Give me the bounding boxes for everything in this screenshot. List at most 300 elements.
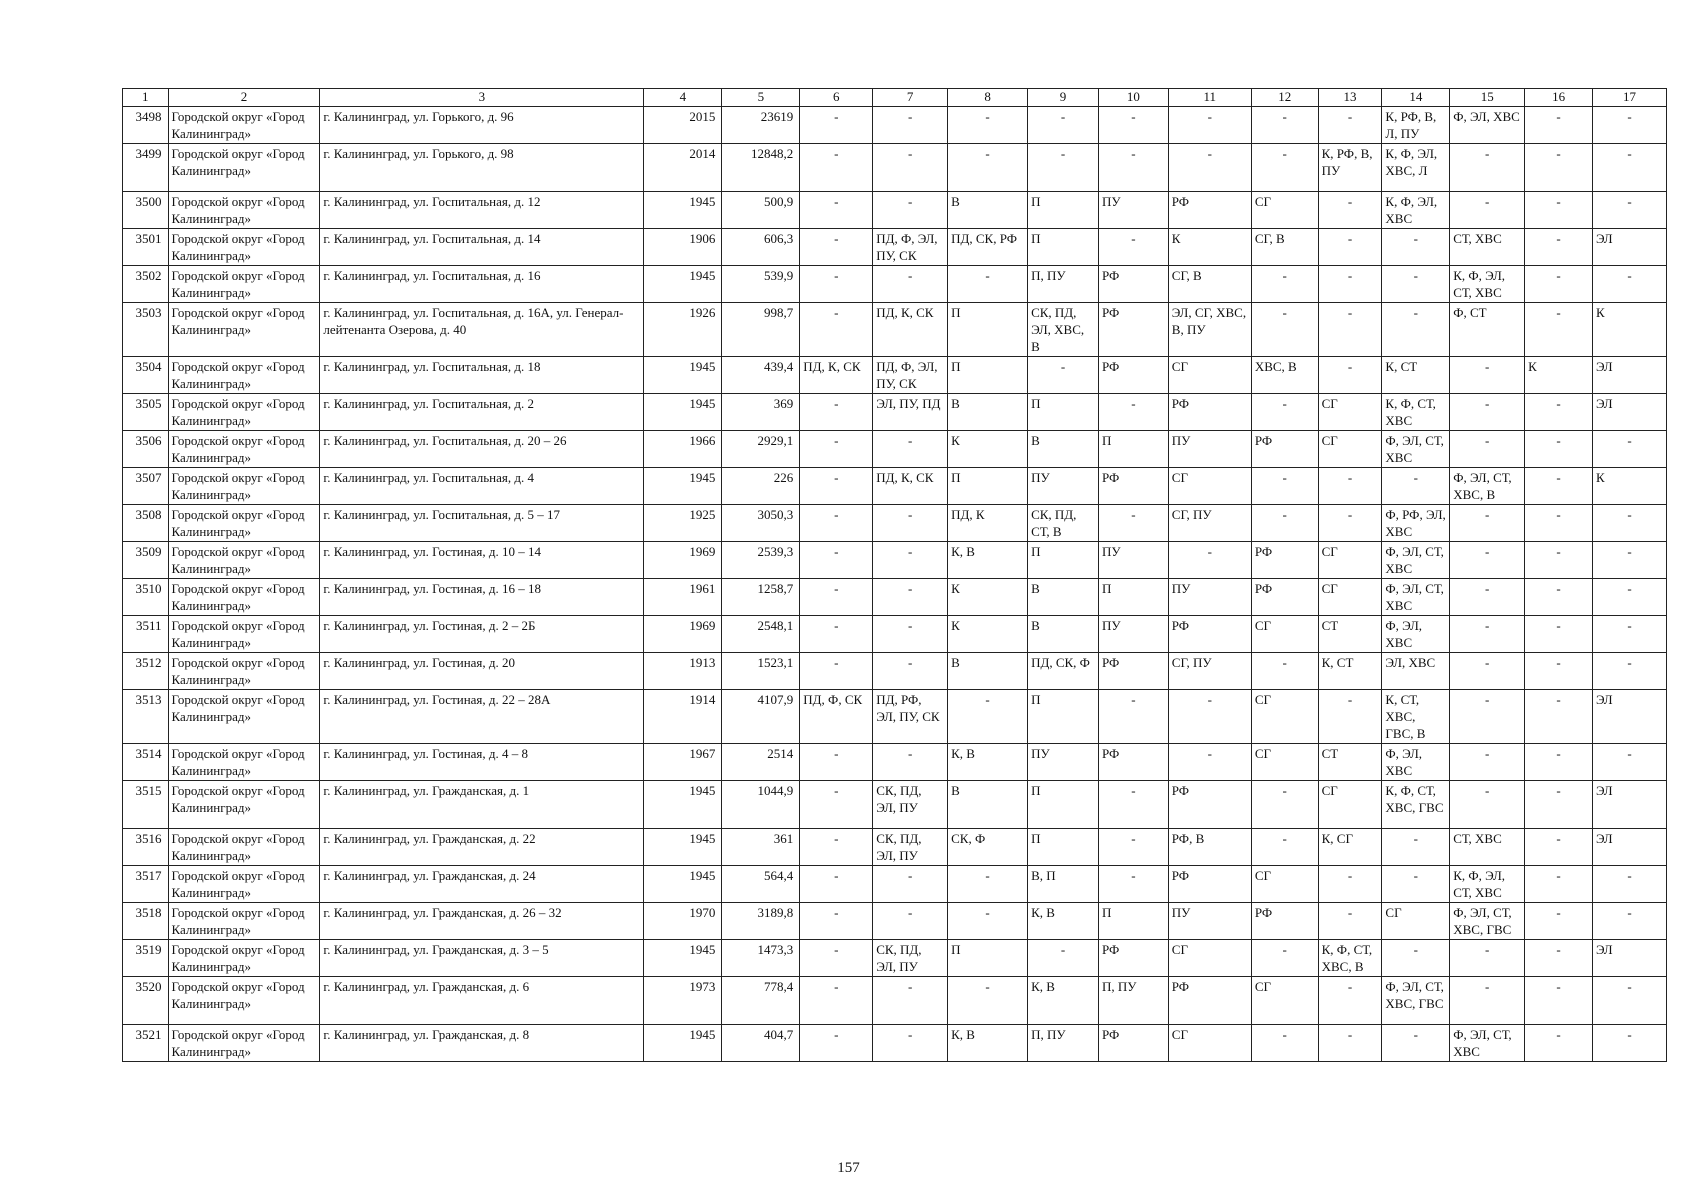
table-cell-col-16: - bbox=[1525, 468, 1593, 505]
table-cell-col-4: 1945 bbox=[644, 940, 722, 977]
column-header-7: 7 bbox=[873, 89, 948, 107]
table-cell-col-8: В bbox=[948, 394, 1028, 431]
table-cell-col-1: 3514 bbox=[123, 744, 169, 781]
table-cell-col-4: 1966 bbox=[644, 431, 722, 468]
column-header-9: 9 bbox=[1028, 89, 1099, 107]
column-header-15: 15 bbox=[1450, 89, 1525, 107]
table-cell-col-7: - bbox=[873, 431, 948, 468]
table-cell-col-2: Городской округ «Город Калининград» bbox=[168, 431, 320, 468]
table-cell-col-9: В bbox=[1028, 431, 1099, 468]
table-cell-col-6: - bbox=[800, 940, 873, 977]
table-cell-col-17: - bbox=[1592, 616, 1666, 653]
table-cell-col-5: 500,9 bbox=[722, 192, 800, 229]
table-cell-col-2: Городской округ «Город Калининград» bbox=[168, 579, 320, 616]
table-cell-col-2: Городской округ «Город Калининград» bbox=[168, 940, 320, 977]
column-header-13: 13 bbox=[1318, 89, 1382, 107]
table-cell-col-9: К, В bbox=[1028, 977, 1099, 1025]
column-header-5: 5 bbox=[722, 89, 800, 107]
table-row bbox=[123, 866, 1667, 903]
table-cell-col-17: - bbox=[1592, 192, 1666, 229]
table-cell-col-11: РФ bbox=[1168, 866, 1251, 903]
table-cell-col-8: К bbox=[948, 431, 1028, 468]
table-cell-col-3: г. Калининград, ул. Госпитальная, д. 12 bbox=[320, 192, 644, 229]
table-cell-col-4: 1913 bbox=[644, 653, 722, 690]
table-cell-col-1: 3509 bbox=[123, 542, 169, 579]
table-cell-col-5: 369 bbox=[722, 394, 800, 431]
table-cell-col-7: - bbox=[873, 542, 948, 579]
table-cell-col-10: ПУ bbox=[1098, 616, 1168, 653]
table-cell-col-4: 1961 bbox=[644, 579, 722, 616]
table-cell-col-7: - bbox=[873, 744, 948, 781]
table-row bbox=[123, 653, 1667, 690]
table-cell-col-2: Городской округ «Город Калининград» bbox=[168, 357, 320, 394]
table-cell-col-13: - bbox=[1318, 690, 1382, 744]
table-cell-col-9: П bbox=[1028, 829, 1099, 866]
table-cell-col-17: - bbox=[1592, 866, 1666, 903]
table-cell-col-13: СГ bbox=[1318, 431, 1382, 468]
table-cell-col-15: - bbox=[1450, 542, 1525, 579]
table-cell-col-8: П bbox=[948, 468, 1028, 505]
table-cell-col-16: К bbox=[1525, 357, 1593, 394]
table-row bbox=[123, 616, 1667, 653]
table-cell-col-3: г. Калининград, ул. Гражданская, д. 26 – 32 bbox=[320, 903, 644, 940]
column-header-1: 1 bbox=[123, 89, 169, 107]
table-cell-col-11: РФ bbox=[1168, 781, 1251, 829]
table-cell-col-6: - bbox=[800, 653, 873, 690]
table-cell-col-9: П bbox=[1028, 229, 1099, 266]
table-cell-col-16: - bbox=[1525, 829, 1593, 866]
table-cell-col-10: РФ bbox=[1098, 940, 1168, 977]
table-cell-col-6: - bbox=[800, 744, 873, 781]
table-cell-col-14: К, СТ bbox=[1382, 357, 1450, 394]
table-cell-col-10: П bbox=[1098, 431, 1168, 468]
table-cell-col-11: - bbox=[1168, 690, 1251, 744]
table-row bbox=[123, 505, 1667, 542]
table-cell-col-10: РФ bbox=[1098, 1025, 1168, 1062]
table-cell-col-11: - bbox=[1168, 744, 1251, 781]
table-cell-col-8: К, В bbox=[948, 1025, 1028, 1062]
table-cell-col-5: 1473,3 bbox=[722, 940, 800, 977]
table-cell-col-11: СГ bbox=[1168, 468, 1251, 505]
table-cell-col-5: 1258,7 bbox=[722, 579, 800, 616]
table-cell-col-10: - bbox=[1098, 781, 1168, 829]
table-cell-col-14: СГ bbox=[1382, 903, 1450, 940]
table-cell-col-12: - bbox=[1251, 468, 1318, 505]
registry-table-container bbox=[122, 88, 1667, 1062]
table-cell-col-14: К, РФ, В, Л, ПУ bbox=[1382, 107, 1450, 144]
table-cell-col-2: Городской округ «Город Калининград» bbox=[168, 144, 320, 192]
table-cell-col-8: П bbox=[948, 357, 1028, 394]
table-cell-col-17: - bbox=[1592, 144, 1666, 192]
table-cell-col-4: 1970 bbox=[644, 903, 722, 940]
table-cell-col-7: - bbox=[873, 866, 948, 903]
table-cell-col-9: П bbox=[1028, 781, 1099, 829]
table-cell-col-13: СТ bbox=[1318, 616, 1382, 653]
table-cell-col-14: К, Ф, ЭЛ, ХВС bbox=[1382, 192, 1450, 229]
table-cell-col-12: СГ bbox=[1251, 977, 1318, 1025]
table-cell-col-13: - bbox=[1318, 303, 1382, 357]
table-row bbox=[123, 579, 1667, 616]
table-cell-col-4: 2015 bbox=[644, 107, 722, 144]
table-cell-col-15: К, Ф, ЭЛ, СТ, ХВС bbox=[1450, 866, 1525, 903]
table-cell-col-2: Городской округ «Город Калининград» bbox=[168, 107, 320, 144]
table-cell-col-6: - bbox=[800, 192, 873, 229]
table-cell-col-2: Городской округ «Город Калининград» bbox=[168, 266, 320, 303]
table-cell-col-12: ХВС, В bbox=[1251, 357, 1318, 394]
table-cell-col-4: 1967 bbox=[644, 744, 722, 781]
table-cell-col-1: 3505 bbox=[123, 394, 169, 431]
table-cell-col-1: 3508 bbox=[123, 505, 169, 542]
table-cell-col-1: 3510 bbox=[123, 579, 169, 616]
table-cell-col-2: Городской округ «Город Калининград» bbox=[168, 690, 320, 744]
table-cell-col-4: 1945 bbox=[644, 394, 722, 431]
table-cell-col-1: 3499 bbox=[123, 144, 169, 192]
column-header-11: 11 bbox=[1168, 89, 1251, 107]
table-cell-col-12: - bbox=[1251, 829, 1318, 866]
table-cell-col-17: К bbox=[1592, 303, 1666, 357]
table-cell-col-16: - bbox=[1525, 542, 1593, 579]
table-cell-col-13: К, СТ bbox=[1318, 653, 1382, 690]
table-body bbox=[123, 107, 1667, 1062]
table-cell-col-7: ПД, Ф, ЭЛ, ПУ, СК bbox=[873, 229, 948, 266]
table-cell-col-10: ПУ bbox=[1098, 542, 1168, 579]
table-cell-col-10: РФ bbox=[1098, 303, 1168, 357]
table-cell-col-12: СГ bbox=[1251, 866, 1318, 903]
table-cell-col-11: К bbox=[1168, 229, 1251, 266]
table-cell-col-7: ПД, Ф, ЭЛ, ПУ, СК bbox=[873, 357, 948, 394]
table-cell-col-13: - bbox=[1318, 192, 1382, 229]
table-cell-col-9: П bbox=[1028, 542, 1099, 579]
table-cell-col-4: 1945 bbox=[644, 866, 722, 903]
table-cell-col-16: - bbox=[1525, 977, 1593, 1025]
table-cell-col-10: - bbox=[1098, 107, 1168, 144]
table-cell-col-2: Городской округ «Город Калининград» bbox=[168, 616, 320, 653]
table-cell-col-2: Городской округ «Город Калининград» bbox=[168, 1025, 320, 1062]
table-cell-col-4: 1945 bbox=[644, 1025, 722, 1062]
table-cell-col-14: - bbox=[1382, 829, 1450, 866]
table-cell-col-6: - bbox=[800, 468, 873, 505]
table-cell-col-15: Ф, СТ bbox=[1450, 303, 1525, 357]
table-cell-col-14: - bbox=[1382, 1025, 1450, 1062]
table-cell-col-2: Городской округ «Город Калининград» bbox=[168, 192, 320, 229]
table-cell-col-16: - bbox=[1525, 903, 1593, 940]
table-cell-col-16: - bbox=[1525, 144, 1593, 192]
table-cell-col-4: 1945 bbox=[644, 357, 722, 394]
table-cell-col-14: К, Ф, СТ, ХВС, ГВС bbox=[1382, 781, 1450, 829]
table-cell-col-13: К, Ф, СТ, ХВС, В bbox=[1318, 940, 1382, 977]
table-cell-col-13: - bbox=[1318, 1025, 1382, 1062]
table-row bbox=[123, 690, 1667, 744]
table-cell-col-3: г. Калининград, ул. Гостиная, д. 22 – 28А bbox=[320, 690, 644, 744]
table-row bbox=[123, 229, 1667, 266]
table-row bbox=[123, 107, 1667, 144]
table-cell-col-4: 1945 bbox=[644, 468, 722, 505]
table-cell-col-6: - bbox=[800, 579, 873, 616]
table-cell-col-5: 2539,3 bbox=[722, 542, 800, 579]
table-cell-col-14: - bbox=[1382, 229, 1450, 266]
table-cell-col-15: - bbox=[1450, 977, 1525, 1025]
table-cell-col-7: ПД, К, СК bbox=[873, 303, 948, 357]
table-cell-col-8: К, В bbox=[948, 542, 1028, 579]
table-cell-col-10: - bbox=[1098, 829, 1168, 866]
table-cell-col-8: - bbox=[948, 690, 1028, 744]
table-cell-col-17: ЭЛ bbox=[1592, 690, 1666, 744]
table-cell-col-5: 778,4 bbox=[722, 977, 800, 1025]
table-cell-col-16: - bbox=[1525, 744, 1593, 781]
table-cell-col-13: - bbox=[1318, 505, 1382, 542]
table-row bbox=[123, 303, 1667, 357]
table-cell-col-1: 3507 bbox=[123, 468, 169, 505]
table-cell-col-3: г. Калининград, ул. Госпитальная, д. 5 – 17 bbox=[320, 505, 644, 542]
table-cell-col-2: Городской округ «Город Калининград» bbox=[168, 781, 320, 829]
table-cell-col-3: г. Калининград, ул. Гражданская, д. 8 bbox=[320, 1025, 644, 1062]
table-cell-col-9: П bbox=[1028, 192, 1099, 229]
table-cell-col-16: - bbox=[1525, 616, 1593, 653]
table-cell-col-4: 1906 bbox=[644, 229, 722, 266]
table-cell-col-4: 1945 bbox=[644, 192, 722, 229]
table-cell-col-12: - bbox=[1251, 505, 1318, 542]
table-cell-col-14: Ф, ЭЛ, СТ, ХВС bbox=[1382, 579, 1450, 616]
column-header-3: 3 bbox=[320, 89, 644, 107]
table-cell-col-3: г. Калининград, ул. Госпитальная, д. 2 bbox=[320, 394, 644, 431]
table-cell-col-4: 1969 bbox=[644, 542, 722, 579]
table-cell-col-8: К bbox=[948, 579, 1028, 616]
table-cell-col-11: РФ bbox=[1168, 394, 1251, 431]
table-cell-col-13: СГ bbox=[1318, 542, 1382, 579]
table-cell-col-8: В bbox=[948, 653, 1028, 690]
table-cell-col-11: ЭЛ, СГ, ХВС, В, ПУ bbox=[1168, 303, 1251, 357]
table-cell-col-10: РФ bbox=[1098, 468, 1168, 505]
table-cell-col-6: - bbox=[800, 616, 873, 653]
table-cell-col-5: 226 bbox=[722, 468, 800, 505]
table-cell-col-12: - bbox=[1251, 266, 1318, 303]
column-header-14: 14 bbox=[1382, 89, 1450, 107]
table-cell-col-13: СГ bbox=[1318, 579, 1382, 616]
table-cell-col-12: РФ bbox=[1251, 903, 1318, 940]
registry-table bbox=[122, 88, 1667, 1062]
table-cell-col-6: - bbox=[800, 903, 873, 940]
table-cell-col-8: - bbox=[948, 266, 1028, 303]
table-cell-col-7: СК, ПД, ЭЛ, ПУ bbox=[873, 781, 948, 829]
table-cell-col-13: - bbox=[1318, 357, 1382, 394]
table-cell-col-1: 3511 bbox=[123, 616, 169, 653]
table-row bbox=[123, 431, 1667, 468]
column-header-10: 10 bbox=[1098, 89, 1168, 107]
table-cell-col-16: - bbox=[1525, 505, 1593, 542]
table-cell-col-6: - bbox=[800, 144, 873, 192]
table-cell-col-10: - bbox=[1098, 866, 1168, 903]
table-row bbox=[123, 903, 1667, 940]
table-cell-col-8: К bbox=[948, 616, 1028, 653]
table-cell-col-12: РФ bbox=[1251, 431, 1318, 468]
table-cell-col-3: г. Калининград, ул. Гражданская, д. 24 bbox=[320, 866, 644, 903]
table-row bbox=[123, 940, 1667, 977]
table-cell-col-14: ЭЛ, ХВС bbox=[1382, 653, 1450, 690]
table-cell-col-15: - bbox=[1450, 940, 1525, 977]
table-cell-col-3: г. Калининград, ул. Горького, д. 96 bbox=[320, 107, 644, 144]
table-cell-col-10: РФ bbox=[1098, 653, 1168, 690]
table-cell-col-2: Городской округ «Город Калининград» bbox=[168, 229, 320, 266]
table-cell-col-12: СГ, В bbox=[1251, 229, 1318, 266]
table-cell-col-17: - bbox=[1592, 505, 1666, 542]
table-cell-col-5: 564,4 bbox=[722, 866, 800, 903]
table-cell-col-4: 1945 bbox=[644, 266, 722, 303]
table-cell-col-14: К, Ф, ЭЛ, ХВС, Л bbox=[1382, 144, 1450, 192]
table-cell-col-2: Городской округ «Город Калининград» bbox=[168, 829, 320, 866]
table-cell-col-13: СТ bbox=[1318, 744, 1382, 781]
column-header-12: 12 bbox=[1251, 89, 1318, 107]
table-cell-col-9: СК, ПД, ЭЛ, ХВС, В bbox=[1028, 303, 1099, 357]
table-row bbox=[123, 1025, 1667, 1062]
table-cell-col-6: - bbox=[800, 431, 873, 468]
column-header-16: 16 bbox=[1525, 89, 1593, 107]
table-cell-col-15: - bbox=[1450, 505, 1525, 542]
table-cell-col-8: - bbox=[948, 903, 1028, 940]
table-cell-col-4: 1969 bbox=[644, 616, 722, 653]
table-cell-col-17: - bbox=[1592, 107, 1666, 144]
table-cell-col-7: СК, ПД, ЭЛ, ПУ bbox=[873, 829, 948, 866]
table-cell-col-1: 3516 bbox=[123, 829, 169, 866]
table-cell-col-5: 23619 bbox=[722, 107, 800, 144]
table-cell-col-14: - bbox=[1382, 468, 1450, 505]
table-cell-col-1: 3519 bbox=[123, 940, 169, 977]
table-cell-col-7: - bbox=[873, 616, 948, 653]
table-cell-col-15: - bbox=[1450, 653, 1525, 690]
table-cell-col-16: - bbox=[1525, 579, 1593, 616]
table-cell-col-9: П, ПУ bbox=[1028, 266, 1099, 303]
column-header-17: 17 bbox=[1592, 89, 1666, 107]
table-cell-col-3: г. Калининград, ул. Гостиная, д. 20 bbox=[320, 653, 644, 690]
table-cell-col-2: Городской округ «Город Калининград» bbox=[168, 542, 320, 579]
table-cell-col-1: 3506 bbox=[123, 431, 169, 468]
table-cell-col-14: Ф, ЭЛ, СТ, ХВС, ГВС bbox=[1382, 977, 1450, 1025]
table-cell-col-3: г. Калининград, ул. Госпитальная, д. 20 – 26 bbox=[320, 431, 644, 468]
table-cell-col-12: - bbox=[1251, 394, 1318, 431]
table-row bbox=[123, 144, 1667, 192]
table-cell-col-10: РФ bbox=[1098, 357, 1168, 394]
table-cell-col-16: - bbox=[1525, 266, 1593, 303]
table-cell-col-9: ПД, СК, Ф bbox=[1028, 653, 1099, 690]
table-cell-col-9: В bbox=[1028, 616, 1099, 653]
page-number: 157 bbox=[837, 1160, 860, 1176]
table-cell-col-7: - bbox=[873, 903, 948, 940]
table-cell-col-15: К, Ф, ЭЛ, СТ, ХВС bbox=[1450, 266, 1525, 303]
table-cell-col-10: П bbox=[1098, 579, 1168, 616]
table-cell-col-16: - bbox=[1525, 107, 1593, 144]
table-cell-col-15: - bbox=[1450, 690, 1525, 744]
table-cell-col-17: - bbox=[1592, 977, 1666, 1025]
table-cell-col-13: СГ bbox=[1318, 781, 1382, 829]
table-cell-col-9: П bbox=[1028, 394, 1099, 431]
table-cell-col-10: - bbox=[1098, 505, 1168, 542]
table-cell-col-9: В bbox=[1028, 579, 1099, 616]
table-cell-col-5: 361 bbox=[722, 829, 800, 866]
table-cell-col-5: 3050,3 bbox=[722, 505, 800, 542]
table-cell-col-2: Городской округ «Город Калининград» bbox=[168, 394, 320, 431]
table-cell-col-14: Ф, ЭЛ, ХВС bbox=[1382, 616, 1450, 653]
table-row bbox=[123, 192, 1667, 229]
table-cell-col-1: 3513 bbox=[123, 690, 169, 744]
table-cell-col-15: - bbox=[1450, 394, 1525, 431]
table-cell-col-8: П bbox=[948, 303, 1028, 357]
table-cell-col-14: К, СТ, ХВС, ГВС, В bbox=[1382, 690, 1450, 744]
table-cell-col-15: СТ, ХВС bbox=[1450, 829, 1525, 866]
table-cell-col-3: г. Калининград, ул. Госпитальная, д. 18 bbox=[320, 357, 644, 394]
table-cell-col-5: 439,4 bbox=[722, 357, 800, 394]
table-cell-col-12: - bbox=[1251, 940, 1318, 977]
table-cell-col-15: - bbox=[1450, 192, 1525, 229]
table-cell-col-6: - bbox=[800, 266, 873, 303]
table-cell-col-10: П bbox=[1098, 903, 1168, 940]
table-cell-col-5: 4107,9 bbox=[722, 690, 800, 744]
table-cell-col-2: Городской округ «Город Калининград» bbox=[168, 903, 320, 940]
table-row bbox=[123, 468, 1667, 505]
table-cell-col-15: - bbox=[1450, 781, 1525, 829]
table-cell-col-7: - bbox=[873, 977, 948, 1025]
table-cell-col-9: ПУ bbox=[1028, 744, 1099, 781]
table-cell-col-3: г. Калининград, ул. Гостиная, д. 16 – 18 bbox=[320, 579, 644, 616]
table-cell-col-17: К bbox=[1592, 468, 1666, 505]
table-cell-col-7: - bbox=[873, 144, 948, 192]
table-cell-col-12: РФ bbox=[1251, 542, 1318, 579]
table-cell-col-15: - bbox=[1450, 144, 1525, 192]
table-cell-col-2: Городской округ «Город Калининград» bbox=[168, 866, 320, 903]
table-cell-col-12: РФ bbox=[1251, 579, 1318, 616]
table-cell-col-5: 2514 bbox=[722, 744, 800, 781]
table-cell-col-5: 3189,8 bbox=[722, 903, 800, 940]
table-cell-col-11: РФ bbox=[1168, 192, 1251, 229]
table-cell-col-15: - bbox=[1450, 616, 1525, 653]
table-cell-col-15: - bbox=[1450, 357, 1525, 394]
table-cell-col-3: г. Калининград, ул. Гостиная, д. 10 – 14 bbox=[320, 542, 644, 579]
table-cell-col-11: ПУ bbox=[1168, 579, 1251, 616]
table-cell-col-9: К, В bbox=[1028, 903, 1099, 940]
column-header-2: 2 bbox=[168, 89, 320, 107]
table-cell-col-13: К, СГ bbox=[1318, 829, 1382, 866]
table-cell-col-12: СГ bbox=[1251, 192, 1318, 229]
table-row bbox=[123, 394, 1667, 431]
table-cell-col-4: 1914 bbox=[644, 690, 722, 744]
table-cell-col-1: 3503 bbox=[123, 303, 169, 357]
table-cell-col-6: - bbox=[800, 505, 873, 542]
table-cell-col-12: - bbox=[1251, 781, 1318, 829]
header-row bbox=[123, 89, 1667, 107]
table-cell-col-7: ПД, РФ, ЭЛ, ПУ, СК bbox=[873, 690, 948, 744]
table-cell-col-11: - bbox=[1168, 144, 1251, 192]
table-cell-col-14: - bbox=[1382, 303, 1450, 357]
table-cell-col-14: Ф, ЭЛ, СТ, ХВС bbox=[1382, 542, 1450, 579]
table-cell-col-9: - bbox=[1028, 107, 1099, 144]
table-cell-col-1: 3504 bbox=[123, 357, 169, 394]
table-cell-col-11: СГ, ПУ bbox=[1168, 505, 1251, 542]
table-cell-col-5: 2548,1 bbox=[722, 616, 800, 653]
table-cell-col-16: - bbox=[1525, 394, 1593, 431]
table-cell-col-1: 3520 bbox=[123, 977, 169, 1025]
table-cell-col-16: - bbox=[1525, 690, 1593, 744]
table-cell-col-17: ЭЛ bbox=[1592, 781, 1666, 829]
table-cell-col-1: 3498 bbox=[123, 107, 169, 144]
table-cell-col-10: - bbox=[1098, 229, 1168, 266]
table-cell-col-9: - bbox=[1028, 144, 1099, 192]
table-cell-col-3: г. Калининград, ул. Госпитальная, д. 4 bbox=[320, 468, 644, 505]
table-cell-col-7: - bbox=[873, 266, 948, 303]
table-cell-col-16: - bbox=[1525, 940, 1593, 977]
table-cell-col-6: - bbox=[800, 829, 873, 866]
table-cell-col-17: - bbox=[1592, 431, 1666, 468]
table-cell-col-15: Ф, ЭЛ, СТ, ХВС bbox=[1450, 1025, 1525, 1062]
table-row bbox=[123, 781, 1667, 829]
table-cell-col-6: - bbox=[800, 781, 873, 829]
